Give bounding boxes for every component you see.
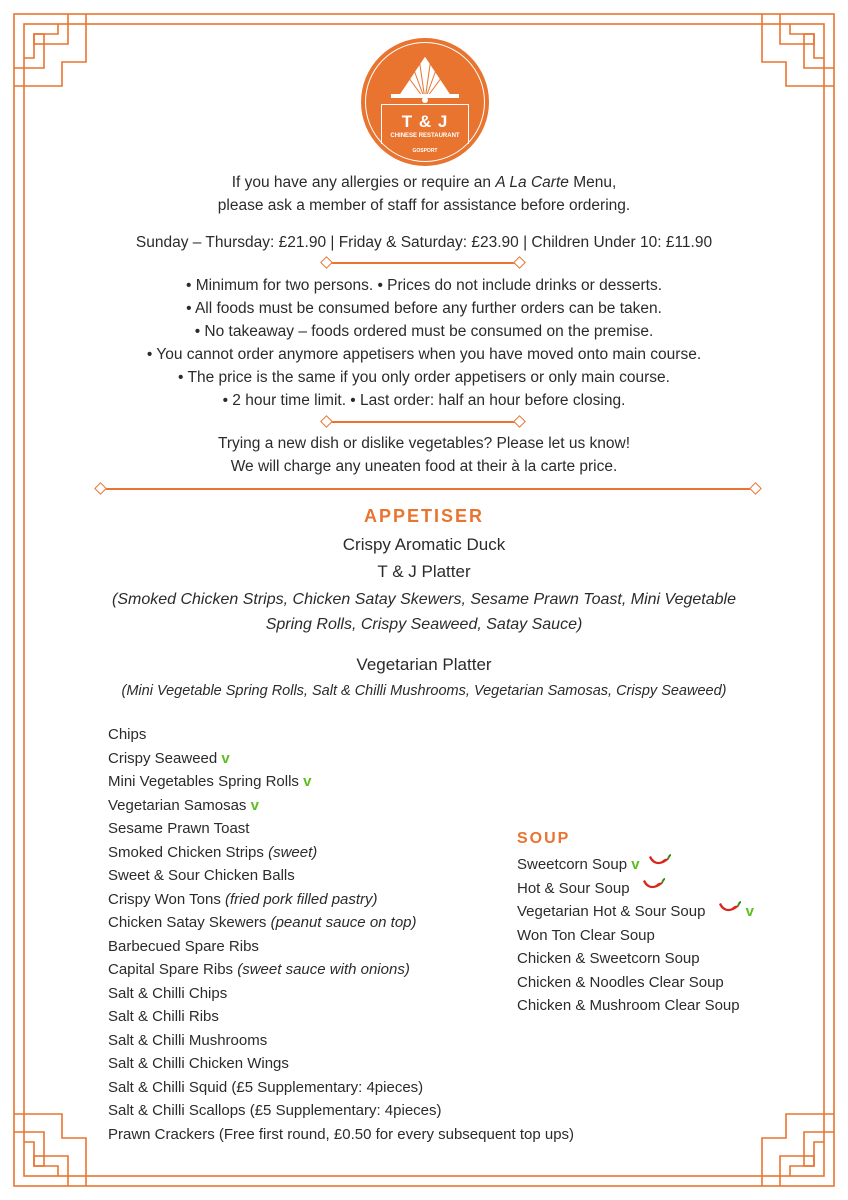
list-item <box>108 1123 574 1147</box>
rule-2: • All foods must be consumed before any further orders can be taken. <box>186 300 662 317</box>
note-line-2: We will charge any uneaten food at their à la carte price. <box>230 458 618 475</box>
rule-5: • The price is the same if you only order appetisers or only main course. <box>178 369 670 386</box>
item-name: Chips <box>108 726 147 743</box>
list-item <box>108 817 574 841</box>
list-item <box>108 1029 574 1053</box>
list-item <box>517 877 754 901</box>
item-name: Capital Spare Ribs <box>108 961 238 978</box>
section-divider <box>103 488 756 490</box>
item-name: Smoked Chicken Strips <box>108 843 269 861</box>
list-item <box>108 958 574 982</box>
platter-description: (Smoked Chicken Strips, Chicken Satay Skewers, Sesame Prawn Toast, Mini Vegetable <box>112 591 736 608</box>
list-item <box>108 911 574 935</box>
chili-pepper-icon <box>640 877 666 901</box>
divider <box>327 262 519 264</box>
list-item <box>517 971 754 995</box>
item-name: Salt & Chilli Squid (£5 Supplementary: 4pieces) <box>108 1078 424 1096</box>
list-item <box>108 864 574 888</box>
soup-name: Chicken & Noodles Clear Soup <box>517 973 724 991</box>
item-name: Barbecued Spare Ribs <box>108 937 259 955</box>
item-name: Sweet & Sour Chicken Balls <box>108 867 295 884</box>
vegetarian-badge: v <box>303 773 312 790</box>
list-item <box>108 841 574 865</box>
item-name: Sesame Prawn Toast <box>108 820 250 837</box>
list-item <box>108 794 574 818</box>
vegetarian-badge: v <box>221 749 230 767</box>
crispy-duck: Crispy Aromatic Duck <box>342 535 506 554</box>
restaurant-logo <box>361 38 489 166</box>
list-item <box>517 853 754 877</box>
item-name: Mini Vegetables Spring Rolls <box>108 773 304 790</box>
appetiser-list <box>108 723 574 1146</box>
soup-name: Chicken & Sweetcorn Soup <box>517 950 700 967</box>
price-list: Sunday – Thursday: £21.90 | Friday & Saturday: £23.90 | Children Under 10: £11.90 <box>135 234 713 251</box>
list-item <box>108 888 574 912</box>
item-name: Salt & Chilli Scallops (£5 Supplementary: 4pieces) <box>108 1102 442 1119</box>
item-note: (sweet sauce with onions) <box>237 961 410 978</box>
chili-pepper-icon <box>646 853 672 877</box>
list-item <box>108 982 574 1006</box>
vegetarian-badge: v <box>745 903 754 920</box>
logo-subtitle: CHINESE RESTAURANT <box>390 133 460 139</box>
item-name: Crispy Seaweed <box>108 749 222 767</box>
vegetarian-platter-description: (Mini Vegetable Spring Rolls, Salt & Chilli Mushrooms, Vegetarian Samosas, Crispy Seaweed) <box>121 683 727 699</box>
soup-name: Sweetcorn Soup <box>517 856 632 873</box>
divider <box>327 421 519 423</box>
rule-3: • No takeaway – foods ordered must be consumed on the premise. <box>194 323 654 340</box>
list-item <box>108 747 574 771</box>
list-item <box>517 947 754 971</box>
fan-icon <box>385 50 465 110</box>
chili-pepper-icon <box>716 900 742 924</box>
list-item <box>108 1076 574 1100</box>
appetiser-title: APPETISER <box>363 506 485 526</box>
item-name: Salt & Chilli Ribs <box>108 1008 219 1025</box>
rule-4: • You cannot order anymore appetisers when you have moved onto main course. <box>146 346 702 363</box>
list-item <box>108 1005 574 1029</box>
logo-name: T & J <box>401 112 449 131</box>
list-item <box>108 935 574 959</box>
tj-platter: T & J Platter <box>377 562 471 581</box>
item-note: (fried pork filled pastry) <box>225 890 378 908</box>
allergy-notice: If you have any allergies or require an A La Carte Menu, <box>231 174 617 191</box>
logo-location: GOSPORT <box>412 148 438 154</box>
list-item <box>108 1052 574 1076</box>
list-item <box>108 1099 574 1123</box>
soup-name: Vegetarian Hot & Sour Soup <box>517 903 710 920</box>
list-item <box>108 770 574 794</box>
item-name: Salt & Chilli Chips <box>108 984 228 1002</box>
soup-list <box>517 853 754 1018</box>
vegetarian-platter: Vegetarian Platter <box>356 655 492 674</box>
list-item <box>517 924 754 948</box>
allergy-notice-line2: please ask a member of staff for assistance before ordering. <box>217 197 631 214</box>
rule-6: • 2 hour time limit. • Last order: half an hour before closing. <box>222 392 626 409</box>
note-line-1: Trying a new dish or dislike vegetables? Please let us know! <box>217 435 631 452</box>
item-name: Vegetarian Samosas <box>108 796 251 814</box>
vegetarian-badge: v <box>631 856 640 873</box>
list-item <box>517 994 754 1018</box>
platter-description-2: Spring Rolls, Crispy Seaweed, Satay Sauce) <box>265 616 583 633</box>
item-note: (sweet) <box>268 843 318 861</box>
soup-name: Won Ton Clear Soup <box>517 926 655 944</box>
list-item <box>517 900 754 924</box>
item-name: Prawn Crackers (Free first round, £0.50 for every subsequent top ups) <box>108 1125 575 1143</box>
soup-name: Chicken & Mushroom Clear Soup <box>517 997 740 1014</box>
item-name: Crispy Won Tons <box>108 890 225 908</box>
list-item <box>108 723 574 747</box>
rule-1: • Minimum for two persons. • Prices do not include drinks or desserts. <box>185 277 663 294</box>
item-note: (peanut sauce on top) <box>270 914 417 931</box>
vegetarian-badge: v <box>250 796 259 814</box>
item-name: Salt & Chilli Chicken Wings <box>108 1055 289 1072</box>
soup-title: SOUP <box>517 830 571 847</box>
item-name: Chicken Satay Skewers <box>108 914 271 931</box>
item-name: Salt & Chilli Mushrooms <box>108 1031 268 1049</box>
soup-name: Hot & Sour Soup <box>517 879 634 897</box>
